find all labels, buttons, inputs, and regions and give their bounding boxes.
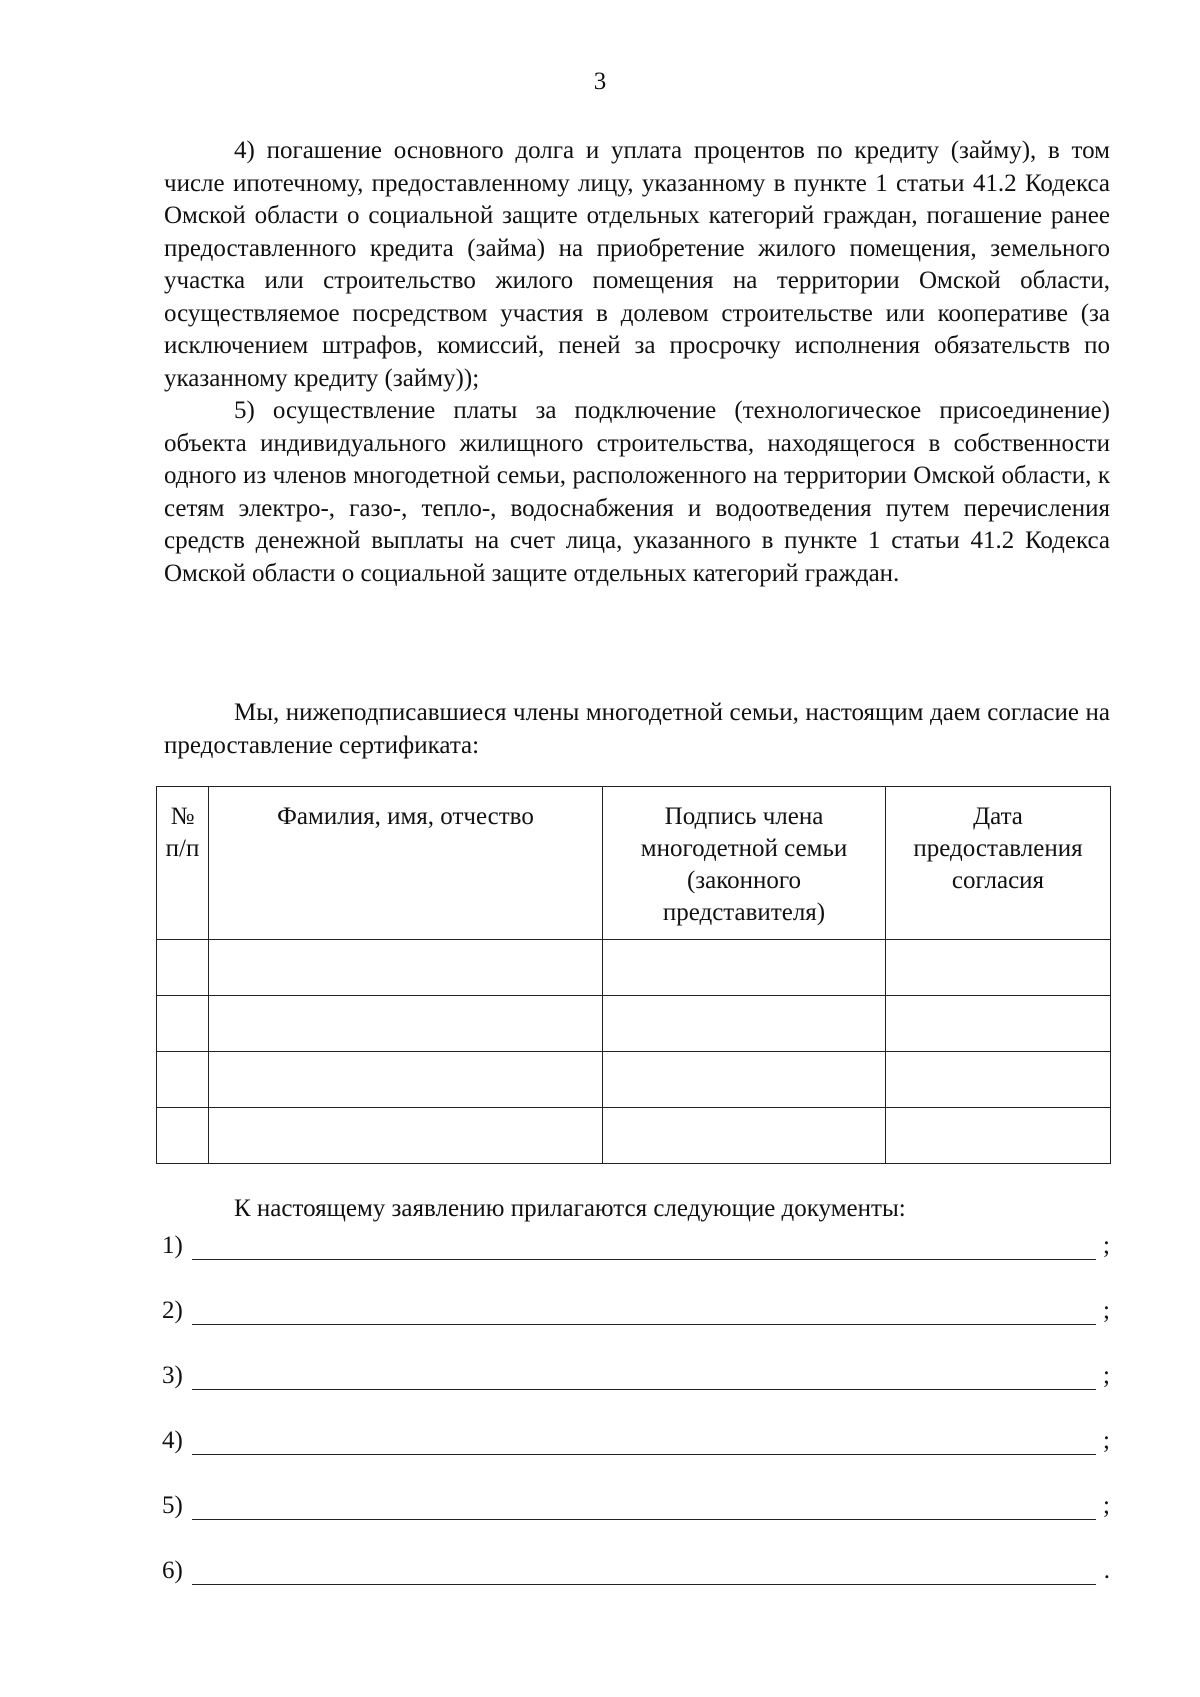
- table-row: [157, 996, 1111, 1052]
- attachment-blank-field[interactable]: [192, 1454, 1096, 1455]
- attachment-blank-field[interactable]: [192, 1389, 1096, 1390]
- cell-consent-date[interactable]: [886, 940, 1111, 996]
- attachment-blank-field[interactable]: [192, 1259, 1096, 1260]
- cell-number[interactable]: [157, 1108, 209, 1164]
- attachment-number: 4): [162, 1427, 183, 1454]
- attachment-end-mark: ;: [1103, 1492, 1110, 1519]
- attachment-number: 5): [162, 1492, 183, 1519]
- attachment-number: 6): [162, 1557, 183, 1584]
- table-row: [157, 940, 1111, 996]
- header-number: № п/п: [157, 787, 209, 940]
- cell-consent-date[interactable]: [886, 996, 1111, 1052]
- header-full-name: Фамилия, имя, отчество: [209, 787, 603, 940]
- cell-full-name[interactable]: [209, 1108, 603, 1164]
- attachments-title: К настоящему заявлению прилагаются следующие документы:: [234, 1195, 906, 1222]
- table-row: [157, 1108, 1111, 1164]
- attachment-end-mark: ;: [1103, 1362, 1110, 1389]
- attachment-line-6: [162, 1555, 1110, 1589]
- attachment-end-mark: .: [1103, 1557, 1110, 1584]
- consent-text: Мы, нижеподписавшиеся члены многодетной семьи, настоящим даем согласие на предоставление сертификата:: [164, 699, 1110, 759]
- attachment-line-4: [162, 1425, 1110, 1459]
- table-header-row: [157, 787, 1111, 940]
- attachment-blank-field[interactable]: [192, 1584, 1096, 1585]
- attachment-end-mark: ;: [1103, 1232, 1110, 1259]
- attachment-end-mark: ;: [1103, 1427, 1110, 1454]
- cell-consent-date[interactable]: [886, 1108, 1111, 1164]
- attachment-number: 3): [162, 1362, 183, 1389]
- cell-full-name[interactable]: [209, 1052, 603, 1108]
- attachment-number: 2): [162, 1297, 183, 1324]
- paragraph-item-4: 4) погашение основного долга и уплата процентов по кредиту (займу), в том числе ипотечному, предоставленному лицу, указанному в пункте 1 статьи 41.2 Кодекса Омской области о социальной защите отдельных категорий граждан, погашение ранее предоставленного кредита (займа) на приобретение жилого помещения, земельного участка или строительство жилого помещения на территории Омской области, осуществляемое посредством участия в долевом строительстве или кооперативе (за исключением штрафов, комиссий, пеней за просрочку исполнения обязательств по указанному кредиту (займу));: [164, 137, 1110, 392]
- cell-signature[interactable]: [603, 1108, 886, 1164]
- cell-signature[interactable]: [603, 940, 886, 996]
- cell-consent-date[interactable]: [886, 1052, 1111, 1108]
- attachment-line-3: [162, 1360, 1110, 1394]
- cell-full-name[interactable]: [209, 996, 603, 1052]
- attachment-number: 1): [162, 1232, 183, 1259]
- cell-signature[interactable]: [603, 1052, 886, 1108]
- attachment-blank-field[interactable]: [192, 1519, 1096, 1520]
- paragraph-item-5: 5) осуществление платы за подключение (технологическое присоединение) объекта индивидуального жилищного строительства, находящегося в собственности одного из членов многодетной семьи, расположенного на территории Омской области, к сетям электро-, газо-, тепло-, водоснабжения и водоотведения путем перечисления средств денежной выплаты на счет лица, указанного в пункте 1 статьи 41.2 Кодекса Омской области о социальной защите отдельных категорий граждан.: [164, 397, 1110, 587]
- page-number: 3: [593, 68, 607, 95]
- consent-table: [156, 786, 1111, 1164]
- attachment-line-2: [162, 1295, 1110, 1329]
- header-consent-date: Дата предоставления согласия: [886, 787, 1111, 940]
- body-text: [164, 135, 1110, 590]
- cell-number[interactable]: [157, 940, 209, 996]
- table-row: [157, 1052, 1111, 1108]
- header-signature: Подпись члена многодетной семьи (законного представителя): [603, 787, 886, 940]
- attachment-line-5: [162, 1490, 1110, 1524]
- consent-statement: [164, 697, 1110, 762]
- attachment-end-mark: ;: [1103, 1297, 1110, 1324]
- cell-number[interactable]: [157, 996, 209, 1052]
- cell-signature[interactable]: [603, 996, 886, 1052]
- attachment-blank-field[interactable]: [192, 1324, 1096, 1325]
- cell-full-name[interactable]: [209, 940, 603, 996]
- attachment-line-1: [162, 1230, 1110, 1264]
- cell-number[interactable]: [157, 1052, 209, 1108]
